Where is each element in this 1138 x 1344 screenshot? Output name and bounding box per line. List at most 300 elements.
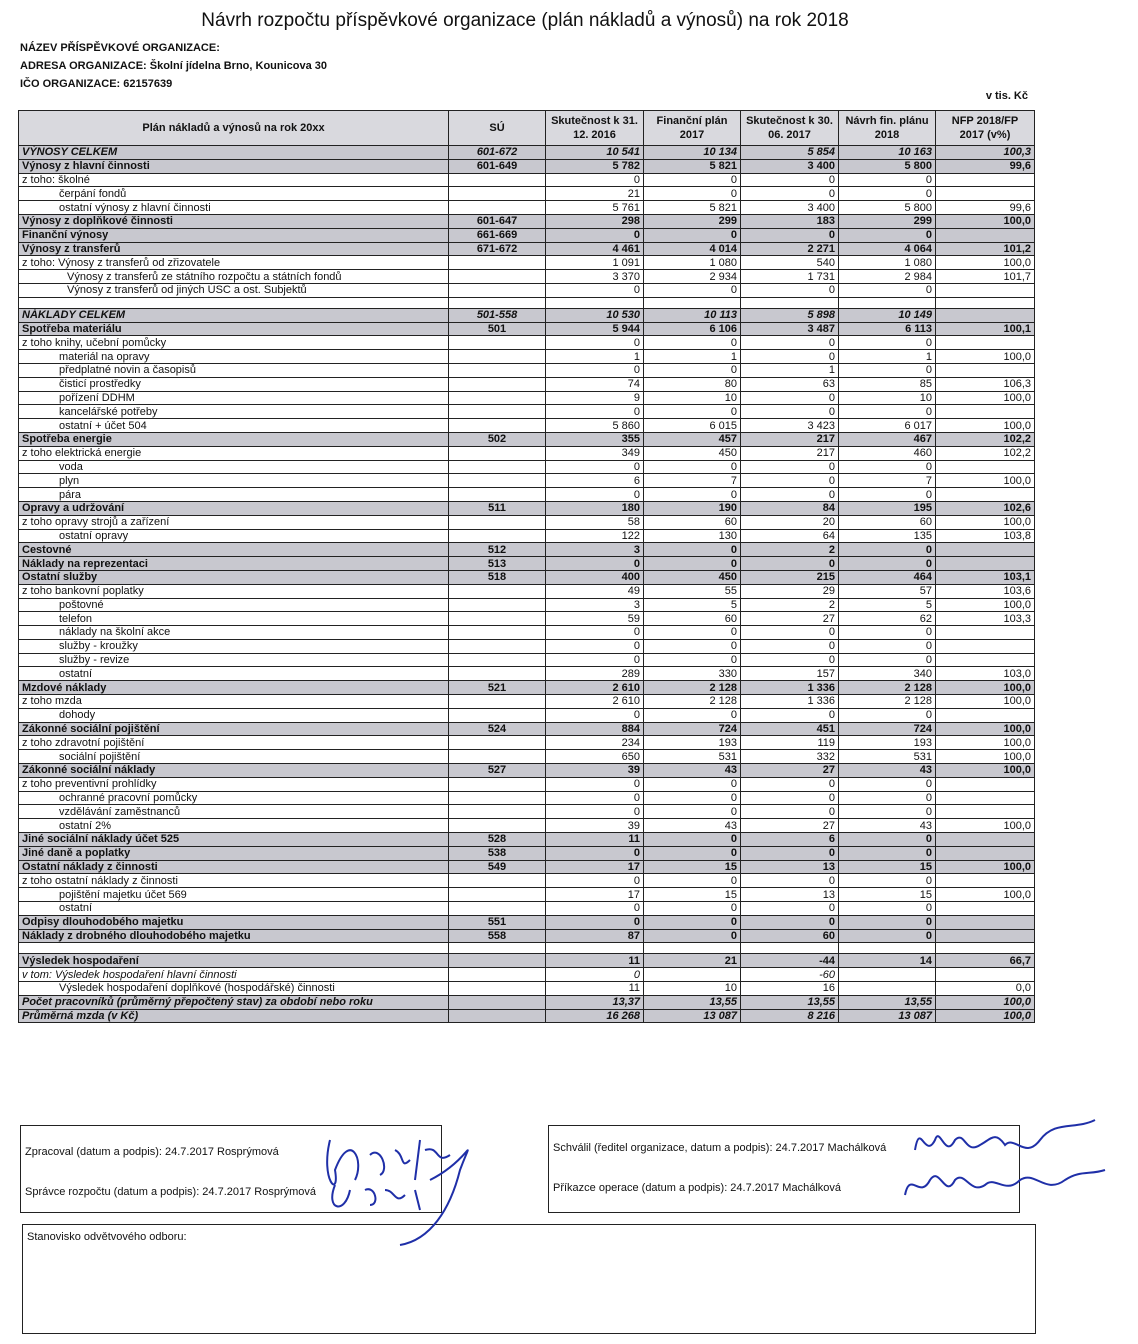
row-su: 501 [449, 322, 546, 336]
row-su [449, 446, 546, 460]
row-value [936, 363, 1035, 377]
row-value: 724 [644, 722, 741, 736]
row-value: 43 [839, 819, 936, 833]
row-value: 0 [741, 350, 839, 364]
row-value: 13 [741, 860, 839, 874]
row-value: 0 [644, 915, 741, 929]
row-value: 332 [741, 750, 839, 764]
table-row [19, 681, 1035, 695]
row-value: 0 [644, 283, 741, 297]
row-su [449, 419, 546, 433]
row-value: 6 [546, 474, 644, 488]
row-value: 13,55 [741, 995, 839, 1009]
row-value: 15 [839, 860, 936, 874]
row-value: 3 423 [741, 419, 839, 433]
row-value: 103,8 [936, 529, 1035, 543]
row-label: z toho bankovní poplatky [19, 584, 449, 598]
row-value: 1 336 [741, 681, 839, 695]
row-label: z toho: Výnosy z transferů od zřizovatele [19, 256, 449, 270]
row-value [936, 228, 1035, 242]
row-su [449, 270, 546, 284]
row-value: 0 [644, 488, 741, 502]
row-value [936, 846, 1035, 860]
row-value: -60 [741, 968, 839, 982]
row-value: 0 [839, 874, 936, 888]
row-value: 0 [741, 187, 839, 201]
row-label: Výsledek hospodaření doplňkové (hospodářské) činnosti [19, 982, 449, 996]
row-value: 0 [546, 874, 644, 888]
row-value: 101,2 [936, 242, 1035, 256]
row-value: 58 [546, 515, 644, 529]
row-value: 0 [644, 833, 741, 847]
row-value: 4 064 [839, 242, 936, 256]
row-label: Ostatní náklady z činnosti [19, 860, 449, 874]
row-value: 0 [741, 626, 839, 640]
row-value: 0 [546, 460, 644, 474]
row-value: 1 [546, 350, 644, 364]
row-value: 17 [546, 888, 644, 902]
approved-by: Schválil (ředitel organizace, datum a podpis): 24.7.2017 Machálková [553, 1142, 887, 1154]
row-value: 27 [741, 819, 839, 833]
row-su: 601-672 [449, 146, 546, 160]
org-address: ADRESA ORGANIZACE: Školní jídelna Brno, Kounicova 30 [20, 60, 328, 72]
row-value [936, 283, 1035, 297]
row-value: 0 [741, 488, 839, 502]
row-su [449, 954, 546, 968]
row-value: 0 [741, 557, 839, 571]
row-value [936, 173, 1035, 187]
row-value: 29 [741, 584, 839, 598]
table-row [19, 515, 1035, 529]
row-value: 100,3 [936, 146, 1035, 160]
row-label: pojištění majetku účet 569 [19, 888, 449, 902]
row-value: 299 [644, 214, 741, 228]
row-value: 16 [741, 982, 839, 996]
row-value: 0 [546, 557, 644, 571]
table-header-row [19, 111, 1035, 146]
row-su [449, 750, 546, 764]
table-row [19, 173, 1035, 187]
row-value: 100,0 [936, 819, 1035, 833]
row-su [449, 612, 546, 626]
row-value: 217 [741, 446, 839, 460]
row-su [449, 460, 546, 474]
row-label: ostatní výnosy z hlavní činnosti [19, 201, 449, 215]
row-value: 0 [644, 543, 741, 557]
row-value: 0 [741, 639, 839, 653]
row-value: 10 [644, 391, 741, 405]
row-label: Spotřeba materiálu [19, 322, 449, 336]
row-su [449, 653, 546, 667]
row-value [936, 968, 1035, 982]
row-value: 5 800 [839, 201, 936, 215]
row-label: z toho zdravotní pojištění [19, 736, 449, 750]
row-value: 355 [546, 432, 644, 446]
table-row [19, 529, 1035, 543]
table-row [19, 833, 1035, 847]
row-value: 0 [644, 228, 741, 242]
row-value: 64 [741, 529, 839, 543]
row-value: 0 [546, 336, 644, 350]
row-su [449, 777, 546, 791]
row-value: 0 [839, 805, 936, 819]
row-value: 183 [741, 214, 839, 228]
org-name-label: NÁZEV PŘÍSPĚVKOVÉ ORGANIZACE: [20, 42, 220, 54]
row-label: z toho mzda [19, 695, 449, 709]
row-value: 13,55 [644, 995, 741, 1009]
row-value: 0,0 [936, 982, 1035, 996]
table-row [19, 954, 1035, 968]
row-value: 10 541 [546, 146, 644, 160]
row-label: z toho: školné [19, 173, 449, 187]
row-value: 74 [546, 377, 644, 391]
row-label: z toho knihy, učební pomůcky [19, 336, 449, 350]
row-value: 0 [741, 777, 839, 791]
header-plan: Plán nákladů a výnosů na rok 20xx [19, 111, 449, 146]
row-value: 0 [741, 460, 839, 474]
row-label: Výnosy z transferů ze státního rozpočtu a státních fondů [19, 270, 449, 284]
table-row [19, 336, 1035, 350]
row-value: 49 [546, 584, 644, 598]
row-value: 3 [546, 543, 644, 557]
row-value: 4 461 [546, 242, 644, 256]
row-value: 100,0 [936, 391, 1035, 405]
row-value: 66,7 [936, 954, 1035, 968]
row-value: 100,0 [936, 750, 1035, 764]
row-value: 0 [546, 363, 644, 377]
row-su [449, 1009, 546, 1023]
row-value: 4 014 [644, 242, 741, 256]
row-value [839, 982, 936, 996]
table-row [19, 750, 1035, 764]
row-su: 527 [449, 764, 546, 778]
table-row [19, 819, 1035, 833]
row-value: 0 [839, 543, 936, 557]
row-value: 5 944 [546, 322, 644, 336]
row-value: 190 [644, 501, 741, 515]
row-value: 0 [839, 626, 936, 640]
row-su [449, 598, 546, 612]
row-value: 102,2 [936, 446, 1035, 460]
row-value [936, 488, 1035, 502]
row-value: 5 [839, 598, 936, 612]
row-value: 0 [546, 283, 644, 297]
table-row [19, 791, 1035, 805]
row-label: Opravy a udržování [19, 501, 449, 515]
table-row [19, 860, 1035, 874]
row-value: 60 [644, 515, 741, 529]
row-value: 103,1 [936, 570, 1035, 584]
row-value: 451 [741, 722, 839, 736]
row-value: 0 [741, 874, 839, 888]
row-value: 102,6 [936, 501, 1035, 515]
row-su: 501-558 [449, 308, 546, 322]
row-su [449, 695, 546, 709]
row-value [936, 777, 1035, 791]
row-su: 528 [449, 833, 546, 847]
row-label: z toho ostatní náklady z činnosti [19, 874, 449, 888]
row-su [449, 667, 546, 681]
row-su [449, 336, 546, 350]
prepared-by: Zpracoval (datum a podpis): 24.7.2017 Rosprýmová [25, 1146, 279, 1158]
row-value: 0 [839, 708, 936, 722]
row-value: 0 [546, 902, 644, 916]
row-value: 99,6 [936, 159, 1035, 173]
row-value: 6 106 [644, 322, 741, 336]
row-value [936, 929, 1035, 943]
row-value: 0 [644, 336, 741, 350]
row-value: 100,0 [936, 256, 1035, 270]
row-value: 3 487 [741, 322, 839, 336]
table-row [19, 322, 1035, 336]
table-row [19, 297, 1035, 308]
row-su [449, 187, 546, 201]
row-value: 5 898 [741, 308, 839, 322]
row-value: 298 [546, 214, 644, 228]
budget-table [18, 110, 1035, 1023]
row-value [936, 626, 1035, 640]
row-label: Průměrná mzda (v Kč) [19, 1009, 449, 1023]
table-row [19, 1009, 1035, 1023]
row-label: telefon [19, 612, 449, 626]
row-value: 21 [546, 187, 644, 201]
row-su [449, 488, 546, 502]
row-su [449, 902, 546, 916]
authorizer: Příkazce operace (datum a podpis): 24.7.2017 Machálková [553, 1182, 841, 1194]
row-value: 99,6 [936, 201, 1035, 215]
row-value: 340 [839, 667, 936, 681]
row-value: 103,6 [936, 584, 1035, 598]
row-value: 57 [839, 584, 936, 598]
row-value: 5 800 [839, 159, 936, 173]
row-value: 10 149 [839, 308, 936, 322]
table-row [19, 764, 1035, 778]
row-value: 0 [741, 336, 839, 350]
row-value: 102,2 [936, 432, 1035, 446]
row-label: Výnosy z hlavní činnosti [19, 159, 449, 173]
row-value: 0 [546, 653, 644, 667]
row-value [936, 708, 1035, 722]
table-row [19, 377, 1035, 391]
row-su [449, 995, 546, 1009]
row-value: 0 [741, 708, 839, 722]
row-su [449, 626, 546, 640]
row-value: 299 [839, 214, 936, 228]
row-value: 2 610 [546, 681, 644, 695]
row-value: 39 [546, 819, 644, 833]
row-label: ostatní [19, 667, 449, 681]
row-value: 2 128 [839, 695, 936, 709]
row-su [449, 474, 546, 488]
table-row [19, 888, 1035, 902]
row-su [449, 584, 546, 598]
row-su [449, 256, 546, 270]
row-value: 0 [546, 708, 644, 722]
row-value: 5 821 [644, 159, 741, 173]
row-su [449, 405, 546, 419]
row-value: 100,0 [936, 736, 1035, 750]
row-value: 27 [741, 612, 839, 626]
row-value: 460 [839, 446, 936, 460]
row-value: 6 015 [644, 419, 741, 433]
row-value: 100,0 [936, 995, 1035, 1009]
row-value: 0 [839, 173, 936, 187]
row-value: 100,0 [936, 214, 1035, 228]
row-label [19, 297, 449, 308]
table-row [19, 612, 1035, 626]
row-value: 0 [644, 791, 741, 805]
table-row [19, 557, 1035, 571]
row-value: 3 400 [741, 159, 839, 173]
row-value: 0 [839, 187, 936, 201]
row-value: 5 821 [644, 201, 741, 215]
row-value: 0 [839, 460, 936, 474]
row-label: NÁKLADY CELKEM [19, 308, 449, 322]
table-row [19, 446, 1035, 460]
row-value: 0 [644, 626, 741, 640]
table-row [19, 805, 1035, 819]
row-value: 0 [546, 488, 644, 502]
row-label: Počet pracovníků (průměrný přepočtený stav) za období nebo roku [19, 995, 449, 1009]
row-value [546, 943, 644, 954]
table-row [19, 777, 1035, 791]
row-value: 0 [644, 460, 741, 474]
row-value: 1 [839, 350, 936, 364]
row-value: 7 [839, 474, 936, 488]
row-value [936, 187, 1035, 201]
row-value [936, 557, 1035, 571]
row-value: 55 [644, 584, 741, 598]
row-value: 193 [644, 736, 741, 750]
row-label: ostatní + účet 504 [19, 419, 449, 433]
row-value [644, 297, 741, 308]
row-su [449, 377, 546, 391]
row-label: Náklady z drobného dlouhodobého majetku [19, 929, 449, 943]
row-value: 330 [644, 667, 741, 681]
row-su: 524 [449, 722, 546, 736]
signature-machalkova [895, 1100, 1115, 1220]
table-row [19, 201, 1035, 215]
row-value: 10 [644, 982, 741, 996]
row-value [644, 968, 741, 982]
row-su [449, 874, 546, 888]
table-row [19, 902, 1035, 916]
row-value [936, 874, 1035, 888]
row-value: 6 113 [839, 322, 936, 336]
row-value: 289 [546, 667, 644, 681]
row-value [936, 915, 1035, 929]
row-value [936, 543, 1035, 557]
row-label: Výnosy z transferů od jiných ÚSC a ost. Subjektů [19, 283, 449, 297]
table-row [19, 915, 1035, 929]
row-value [839, 943, 936, 954]
table-row [19, 653, 1035, 667]
table-row [19, 187, 1035, 201]
row-value: 0 [644, 805, 741, 819]
row-value: 0 [644, 846, 741, 860]
row-value: 0 [839, 833, 936, 847]
row-label: Zákonné sociální pojištění [19, 722, 449, 736]
row-su [449, 982, 546, 996]
table-row [19, 214, 1035, 228]
table-row [19, 695, 1035, 709]
row-su [449, 515, 546, 529]
row-value: 5 [644, 598, 741, 612]
row-value: 0 [644, 405, 741, 419]
row-label: ochranné pracovní pomůcky [19, 791, 449, 805]
row-value: 1 080 [644, 256, 741, 270]
row-value: 1 731 [741, 270, 839, 284]
row-value [644, 943, 741, 954]
table-row [19, 256, 1035, 270]
row-value: 540 [741, 256, 839, 270]
row-value: 9 [546, 391, 644, 405]
row-label: kancelářské potřeby [19, 405, 449, 419]
row-label: čerpání fondů [19, 187, 449, 201]
opinion-box [22, 1224, 1036, 1334]
row-value [936, 943, 1035, 954]
row-label: z toho elektrická energie [19, 446, 449, 460]
row-value [936, 639, 1035, 653]
row-value: 130 [644, 529, 741, 543]
row-value: 0 [546, 846, 644, 860]
row-label: předplatné novin a časopisů [19, 363, 449, 377]
row-value: 0 [839, 488, 936, 502]
row-value: 13,37 [546, 995, 644, 1009]
row-value: 0 [839, 283, 936, 297]
row-value [741, 943, 839, 954]
row-label: ostatní [19, 902, 449, 916]
row-label: materiál na opravy [19, 350, 449, 364]
row-value: 2 934 [644, 270, 741, 284]
header-su: SÚ [449, 111, 546, 146]
row-value: 5 854 [741, 146, 839, 160]
row-label: služby - revize [19, 653, 449, 667]
table-row [19, 929, 1035, 943]
row-value: 215 [741, 570, 839, 584]
table-row [19, 432, 1035, 446]
row-label: Ostatní služby [19, 570, 449, 584]
row-value: 2 128 [644, 695, 741, 709]
row-value: 106,3 [936, 377, 1035, 391]
row-value: 13 087 [839, 1009, 936, 1023]
row-value: 84 [741, 501, 839, 515]
row-value: 13 [741, 888, 839, 902]
row-value: 0 [546, 968, 644, 982]
row-su [449, 529, 546, 543]
row-su: 601-647 [449, 214, 546, 228]
row-value: 27 [741, 764, 839, 778]
row-su: 551 [449, 915, 546, 929]
row-label [19, 943, 449, 954]
table-row [19, 708, 1035, 722]
row-value: 0 [839, 653, 936, 667]
row-value: 13 087 [644, 1009, 741, 1023]
row-value: 10 530 [546, 308, 644, 322]
header-actual-2016: Skutečnost k 31. 12. 2016 [546, 111, 644, 146]
row-value: 0 [546, 405, 644, 419]
row-value: 1 [741, 363, 839, 377]
row-value: 0 [839, 405, 936, 419]
row-value: 10 [839, 391, 936, 405]
row-value: 15 [644, 888, 741, 902]
row-value [936, 805, 1035, 819]
row-label: vzdělávání zaměstnanců [19, 805, 449, 819]
row-value: 0 [741, 653, 839, 667]
row-value: 5 860 [546, 419, 644, 433]
row-value: 180 [546, 501, 644, 515]
row-value [936, 405, 1035, 419]
